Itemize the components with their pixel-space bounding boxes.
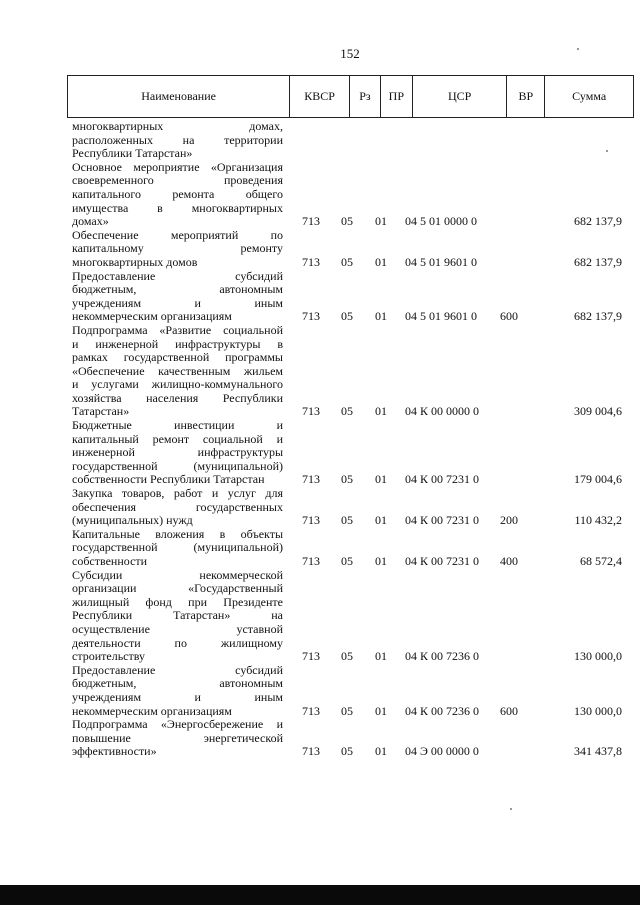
row-kvsr: 713 [302,703,320,718]
table-body [72,120,628,759]
row-name [72,161,283,229]
row-kvsr: 713 [302,404,320,419]
table-row [72,419,628,487]
row-csr: 04 К 00 7231 0 [405,472,480,487]
row-name-line: домах» [72,214,109,229]
page-number: 152 [340,46,360,61]
row-rz: 05 [341,214,353,229]
row-sum: 682 137,9 [574,309,622,324]
column-header-name: Наименование [68,76,290,117]
table-row [72,718,628,759]
row-name-line: Подпрограмма «Развитие социальной [72,322,283,337]
row-name-line: организации «Государственный [72,581,283,596]
row-rz: 05 [341,703,353,718]
row-name-line: и услугами жилищно-коммунального [72,377,283,392]
scan-speck [577,48,579,50]
row-kvsr: 713 [302,554,320,568]
row-name-line: (муниципальных) нужд [72,513,193,528]
row-name-line: многоквартирных домов [72,254,198,269]
row-name-line: имущества в многоквартирных [72,200,283,215]
row-rz: 05 [341,254,353,269]
table-row [72,161,628,229]
column-header-sum: Сумма [572,89,607,103]
row-rz: 05 [341,554,353,568]
row-name-line: Подпрограмма «Энергосбережение и [72,717,283,732]
row-name-line: инженерной инфраструктуры [72,445,283,460]
row-vr: 600 [500,309,518,324]
row-kvsr: 713 [302,214,320,229]
row-name-line: капитальный ремонт социальной и [72,431,283,446]
row-name [72,569,283,664]
row-name-line: и инженерной инфраструктуры в [72,336,283,351]
row-rz: 05 [341,472,353,487]
row-name [72,120,283,161]
row-name-line: эффективности» [72,744,157,759]
row-csr: 04 5 01 9601 0 [405,309,477,324]
row-name-line: Бюджетные инвестиции и [72,418,283,433]
table-row [72,270,628,324]
row-csr: 04 К 00 7231 0 [405,554,480,568]
row-name-line: Республики Татарстан» [72,146,193,161]
row-name-line: собственности Республики Татарстан [72,472,265,487]
row-name [72,664,283,718]
row-name-line: Основное мероприятие «Организация [72,159,283,174]
row-pr: 01 [375,513,387,528]
row-pr: 01 [375,703,387,718]
row-name-line: Республики Татарстан» на [72,608,283,623]
row-name-line: осуществление уставной [72,621,283,636]
column-header-vr: ВР [507,76,545,117]
row-sum: 130 000,0 [574,703,622,718]
row-name-line: капитальному ремонту [72,241,283,256]
row-name-line: Субсидии некоммерческой [72,567,283,582]
row-rz: 05 [341,513,353,528]
table-row [72,664,628,718]
row-name-line: строительству [72,649,145,664]
row-pr: 01 [375,309,387,324]
row-sum: 309 004,6 [574,404,622,419]
row-csr: 04 К 00 0000 0 [405,404,480,419]
row-name [72,528,283,569]
row-name [72,270,283,324]
column-header-csr: ЦСР [413,76,508,117]
row-rz: 05 [341,309,353,324]
row-pr: 01 [375,472,387,487]
row-kvsr: 713 [302,744,320,759]
row-name-line: «Обеспечение качественным жильем [72,363,283,378]
row-csr: 04 К 00 7236 0 [405,649,480,664]
row-csr: 04 5 01 9601 0 [405,254,477,269]
row-rz: 05 [341,404,353,419]
row-csr: 04 5 01 0000 0 [405,214,477,229]
row-name-line: рамках государственной программы [72,350,283,365]
row-csr: 04 К 00 7236 0 [405,703,480,718]
row-rz: 05 [341,649,353,664]
scan-speck [510,808,512,810]
table-row [72,120,628,161]
row-sum: 110 432,2 [574,513,622,528]
row-name [72,487,283,528]
row-sum: 682 137,9 [574,214,622,229]
row-name-line: некоммерческим организациям [72,309,232,324]
table-header [67,75,634,118]
row-rz: 05 [341,744,353,759]
row-name-line: деятельности по жилищному [72,635,283,650]
row-pr: 01 [375,404,387,419]
column-header-rz: Рз [350,76,381,117]
table-row [72,569,628,664]
row-name-line: бюджетным, автономным [72,676,283,691]
row-csr: 04 Э 00 0000 0 [405,744,479,759]
row-name-line: собственности [72,554,148,568]
row-sum: 179 004,6 [574,472,622,487]
row-sum: 682 137,9 [574,254,622,269]
row-name-line: расположенных на территории [72,132,283,147]
row-kvsr: 713 [302,254,320,269]
row-vr: 400 [500,554,518,568]
row-kvsr: 713 [302,513,320,528]
table-row [72,229,628,270]
table-row [72,324,628,419]
row-vr: 600 [500,703,518,718]
row-kvsr: 713 [302,309,320,324]
table-row [72,528,628,569]
scan-bottom-edge [0,885,640,905]
row-name-line: Обеспечение мероприятий по [72,227,283,242]
row-name-line: Татарстан» [72,404,130,419]
row-name [72,324,283,419]
row-pr: 01 [375,214,387,229]
row-name-line: бюджетным, автономным [72,282,283,297]
row-pr: 01 [375,254,387,269]
row-kvsr: 713 [302,649,320,664]
row-name-line: учреждениям и иным [72,689,283,704]
row-name-line: Предоставление субсидий [72,662,283,677]
table-row [72,487,628,528]
row-name-line: хозяйства населения Республики [72,390,283,405]
row-name [72,229,283,270]
row-name-line: Капитальные вложения в объекты [72,526,283,541]
row-pr: 01 [375,744,387,759]
row-kvsr: 713 [302,472,320,487]
row-sum: 68 572,4 [580,554,622,568]
row-name-line: государственной (муниципальной) [72,540,283,555]
row-name-line: своевременного проведения [72,173,283,188]
row-name-line: государственной (муниципальной) [72,458,283,473]
row-name-line: Закупка товаров, работ и услуг для [72,486,283,501]
row-sum: 341 437,8 [574,744,622,759]
row-name-line: некоммерческим организациям [72,703,232,718]
row-name [72,419,283,487]
row-name-line: жилищный фонд при Президенте [72,594,283,609]
row-sum: 130 000,0 [574,649,622,664]
scan-speck [606,150,608,152]
row-name-line: обеспечения государственных [72,499,283,514]
row-name-line: Предоставление субсидий [72,268,283,283]
row-name-line: повышение энергетической [72,730,283,745]
row-csr: 04 К 00 7231 0 [405,513,480,528]
row-pr: 01 [375,649,387,664]
column-header-kvsr: КВСР [290,76,350,117]
row-name [72,718,283,759]
row-pr: 01 [375,554,387,568]
row-name-line: капитального ремонта общего [72,186,283,201]
row-name-line: многоквартирных домах, [72,119,283,133]
row-vr: 200 [500,513,518,528]
column-header-pr: ПР [381,76,413,117]
row-name-line: учреждениям и иным [72,295,283,310]
